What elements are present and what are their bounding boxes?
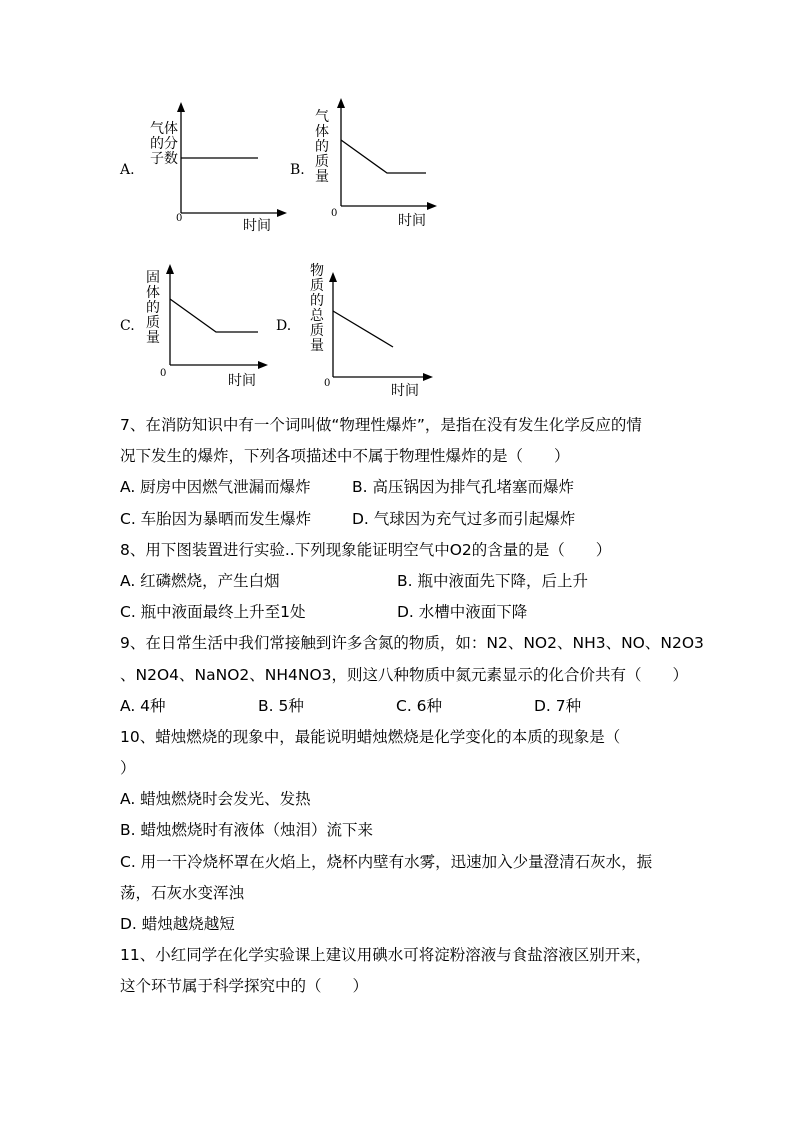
q11-stem-line: 11、小红同学在化学实验课上建议用碘水可将淀粉溶液与食盐溶液区别开来， (120, 946, 652, 965)
graph-b-curve (341, 140, 426, 173)
q8-option-a: A. 红磷燃烧，产生白烟 (120, 571, 280, 590)
questions-block (120, 410, 704, 1003)
q10-option-c-cont: 荡，石灰水变浑浊 (120, 883, 245, 902)
q7-option-c: C. 车胎因为暴晒而发生爆炸 (120, 509, 312, 528)
graph-d-ylabel-line: 质 (310, 323, 324, 339)
graph-b-plot (335, 96, 445, 216)
graph-b-ylabel-line: 质 (315, 154, 329, 170)
q9-option-d: D. 7种 (534, 696, 582, 715)
graph-b-ylabel-line: 量 (315, 169, 329, 185)
graph-a-plot (175, 100, 295, 220)
option-d-label: D. (276, 318, 292, 334)
q9-option-c: C. 6种 (396, 696, 443, 715)
graph-c-xlabel: 时间 (228, 373, 256, 389)
q7-option-a: A. 厨房中因燃气泄漏而爆炸 (120, 478, 311, 497)
graph-d-ylabel-line: 量 (310, 338, 324, 354)
option-c-label: C. (120, 318, 135, 334)
q10-stem-line: 10、蜡烛燃烧的现象中，最能说明蜡烛燃烧是化学变化的本质的现象是（ (120, 727, 621, 746)
graph-d-ylabel-line: 总 (310, 308, 324, 324)
x-axis-arrow (277, 209, 287, 217)
graph-b-ylabel-line: 气 (315, 109, 329, 125)
q9-option-a: A. 4种 (120, 696, 166, 715)
graph-c-ylabel-line: 的 (146, 300, 160, 316)
graph-a-ylabel-line: 的分 (150, 136, 178, 152)
q7-stem-line: 况下发生的爆炸，下列各项描述中不属于物理性爆炸的是（ ） (120, 447, 570, 466)
graph-d-origin: 0 (324, 378, 331, 389)
graph-a-origin: 0 (176, 213, 183, 224)
q7-option-b: B. 高压锅因为排气孔堵塞而爆炸 (352, 478, 574, 497)
q7-options-row (120, 504, 680, 535)
graph-b-ylabel-line: 体 (315, 124, 329, 140)
q9-options-row (120, 691, 680, 722)
graph-a-ylabel-line: 子数 (150, 151, 178, 167)
graph-a-ylabel (150, 122, 178, 167)
graph-c-ylabel (146, 271, 160, 346)
graph-c-curve (170, 299, 258, 332)
x-axis-arrow (423, 373, 433, 381)
q8-option-d: D. 水槽中液面下降 (397, 603, 528, 622)
graph-d-xlabel: 时间 (391, 383, 419, 399)
graph-b-ylabel-line: 的 (315, 139, 329, 155)
x-axis-arrow (427, 202, 437, 210)
option-b-label: B. (290, 162, 305, 178)
q7-options-row (120, 472, 680, 503)
q9-stem-line: 9、在日常生活中我们常接触到许多含氮的物质，如：N2、NO2、NH3、NO、N2O3 (120, 634, 704, 653)
graph-d-ylabel-line: 物 (310, 263, 324, 279)
q8-option-b: B. 瓶中液面先下降，后上升 (397, 571, 588, 590)
graph-c-ylabel-line: 量 (146, 330, 160, 346)
q7-stem-line: 7、在消防知识中有一个词叫做“物理性爆炸”，是指在没有发生化学反应的情 (120, 416, 642, 434)
q9-option-b: B. 5种 (258, 696, 304, 715)
option-a-label: A. (120, 162, 135, 178)
graph-c-ylabel-line: 体 (146, 285, 160, 301)
q10-option-b: B. 蜡烛燃烧时有液体（烛泪）流下来 (120, 821, 373, 840)
q8-options-row (120, 597, 680, 628)
graph-b-ylabel (315, 110, 329, 185)
graph-d-ylabel-line: 质 (310, 278, 324, 294)
q7-option-d: D. 气球因为充气过多而引起爆炸 (352, 509, 576, 528)
q10-option-c: C. 用一干冷烧杯罩在火焰上，烧杯内壁有水雾，迅速加入少量澄清石灰水，振 (120, 852, 653, 871)
q8-stem-line: 8、用下图装置进行实验..下列现象能证明空气中O2的含量的是（ ） (120, 540, 612, 559)
q10-option-d: D. 蜡烛越烧越短 (120, 915, 235, 933)
graph-d-curve (333, 311, 393, 347)
q8-options-row (120, 566, 680, 597)
graph-d-ylabel-line: 的 (310, 293, 324, 309)
graph-c-origin: 0 (160, 368, 167, 379)
graph-a-xlabel: 时间 (243, 218, 271, 234)
graph-b-xlabel: 时间 (398, 213, 426, 229)
q8-option-c: C. 瓶中液面最终上升至1处 (120, 603, 306, 622)
q10-option-a: A. 蜡烛燃烧时会发光、发热 (120, 790, 311, 809)
q11-stem-line: 这个环节属于科学探究中的（ ） (120, 977, 369, 996)
graph-c-plot (164, 262, 279, 372)
q10-stem-line: ） (120, 759, 136, 778)
q9-stem-line: 、N2O4、NaNO2、NH4NO3，则这八种物质中氮元素显示的化合价共有（ ） (120, 665, 689, 684)
graph-b-origin: 0 (331, 208, 338, 219)
graph-c-ylabel-line: 质 (146, 315, 160, 331)
graph-d-plot (327, 270, 442, 382)
graph-c-ylabel-line: 固 (146, 270, 160, 286)
graph-d-ylabel (310, 264, 324, 354)
graph-a-ylabel-line: 气体 (150, 121, 178, 137)
x-axis-arrow (258, 361, 268, 369)
